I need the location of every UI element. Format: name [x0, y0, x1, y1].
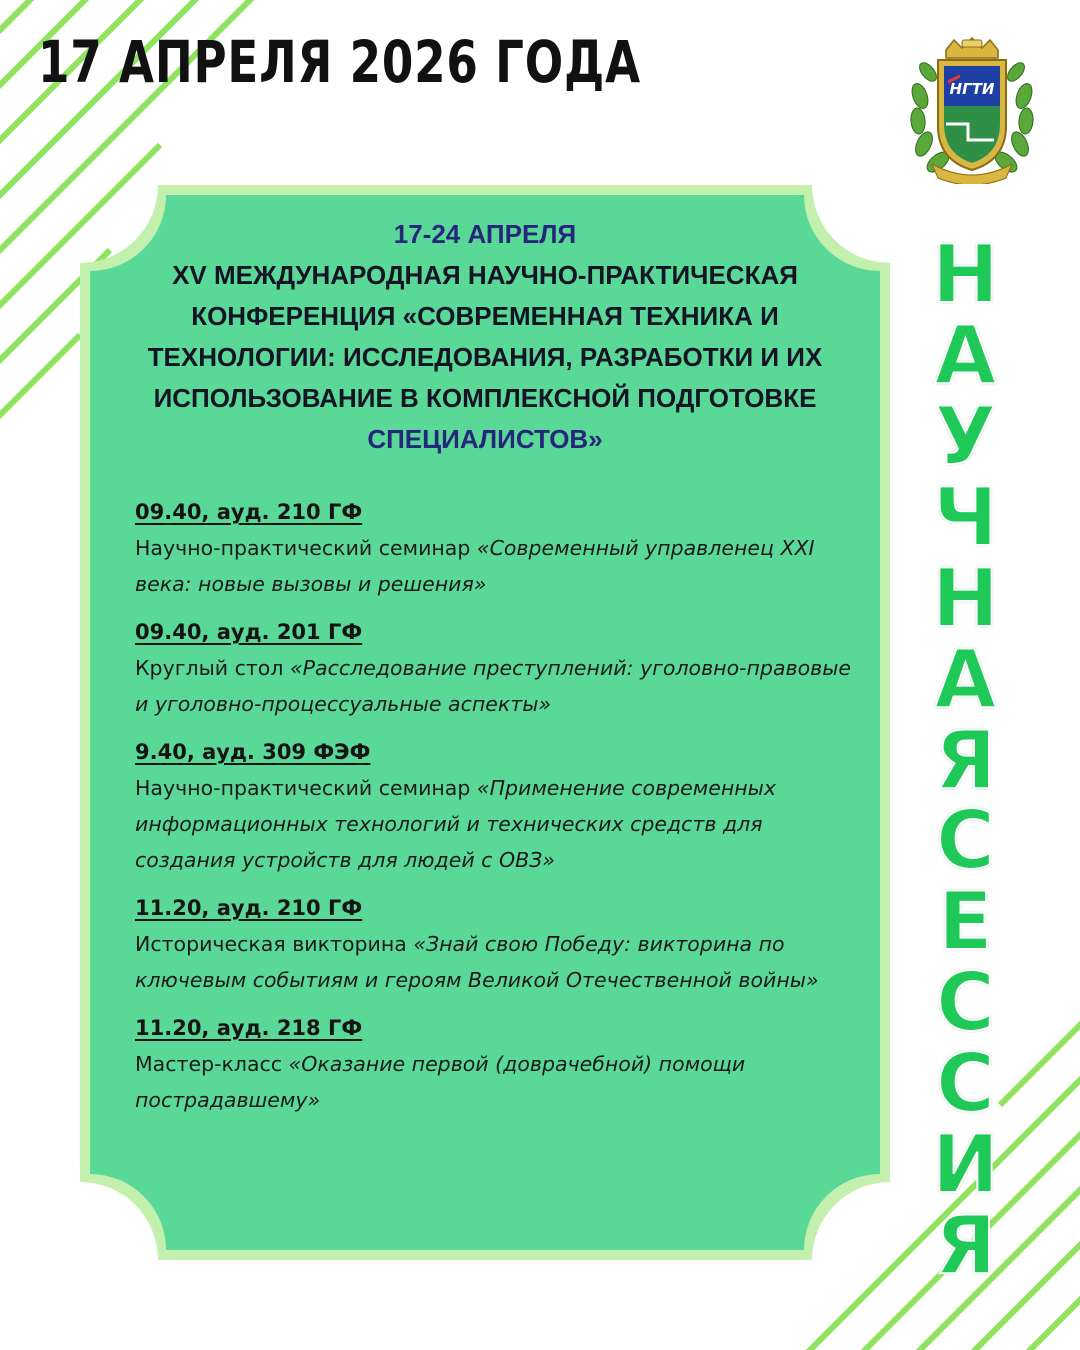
- vertical-title-letter: Е: [938, 875, 993, 968]
- vertical-title-letter: С: [936, 1037, 995, 1130]
- event-item: [135, 890, 855, 998]
- conference-title-line-5: СПЕЦИАЛИСТОВ»: [367, 424, 603, 454]
- vertical-title-letter: Ч: [933, 471, 998, 564]
- event-title: «Современный управленец XXI века: новые вызовы и решения»: [135, 536, 815, 596]
- event-item: [135, 614, 855, 722]
- event-description: [135, 770, 855, 878]
- vertical-title-letter: С: [936, 956, 995, 1049]
- event-time: 11.20, ауд. 218 ГФ: [135, 1016, 363, 1040]
- events-list: [135, 494, 855, 1130]
- vertical-title-word-1: [928, 228, 1003, 807]
- vertical-title-letter: Н: [932, 228, 999, 321]
- conference-title-line-2: КОНФЕРЕНЦИЯ «СОВРЕМЕННАЯ ТЕХНИКА И: [191, 301, 779, 331]
- date-title: 17 АПРЕЛЯ 2026 ГОДА: [38, 28, 641, 96]
- event-type: Научно-практический семинар: [135, 536, 471, 560]
- conference-title-line-3: ТЕХНОЛОГИИ: ИССЛЕДОВАНИЯ, РАЗРАБОТКИ И ИХ: [147, 342, 823, 372]
- event-time: 09.40, ауд. 201 ГФ: [135, 620, 363, 644]
- event-description: [135, 1046, 855, 1118]
- vertical-title-letter: Я: [934, 714, 997, 807]
- event-title: «Расследование преступлений: уголовно-правовые и уголовно-процессуальные аспекты»: [135, 656, 852, 716]
- event-type: Историческая викторина: [135, 932, 407, 956]
- vertical-title-letter: Я: [934, 1199, 997, 1292]
- conference-dates: 17-24 АПРЕЛЯ: [393, 219, 577, 249]
- event-item: [135, 494, 855, 602]
- event-description: [135, 650, 855, 722]
- conference-title-line-1: XV МЕЖДУНАРОДНАЯ НАУЧНО-ПРАКТИЧЕСКАЯ: [172, 260, 798, 290]
- event-time: 9.40, ауд. 309 ФЭФ: [135, 740, 371, 764]
- event-description: [135, 926, 855, 998]
- vertical-title-letter: А: [934, 633, 997, 726]
- vertical-title-letter: А: [934, 309, 997, 402]
- event-type: Круглый стол: [135, 656, 284, 680]
- vertical-title-word-2: [928, 794, 1003, 1292]
- vertical-title-letter: Н: [932, 552, 999, 645]
- event-time: 11.20, ауд. 210 ГФ: [135, 896, 363, 920]
- event-description: [135, 530, 855, 602]
- vertical-title-letter: И: [932, 1118, 999, 1211]
- event-title: «Применение современных информационных технологий и технических средств для создания устройств для людей с ОВЗ»: [135, 776, 776, 872]
- emblem-logo-text: НГТИ: [949, 80, 995, 98]
- event-time: 09.40, ауд. 210 ГФ: [135, 500, 363, 524]
- event-type: Научно-практический семинар: [135, 776, 471, 800]
- event-type: Мастер-класс: [135, 1052, 283, 1076]
- event-item: [135, 1010, 855, 1118]
- conference-header: [110, 214, 860, 460]
- conference-title-line-4: ИСПОЛЬЗОВАНИЕ В КОМПЛЕКСНОЙ ПОДГОТОВКЕ: [153, 383, 817, 413]
- event-item: [135, 734, 855, 878]
- event-title: «Знай свою Победу: викторина по ключевым событиям и героям Великой Отечественной войны»: [135, 932, 819, 992]
- vertical-title-letter: У: [934, 390, 997, 483]
- university-crest-icon: [906, 36, 1038, 184]
- vertical-title-letter: С: [936, 794, 995, 887]
- event-title: «Оказание первой (доврачебной) помощи пострадавшему»: [135, 1052, 746, 1112]
